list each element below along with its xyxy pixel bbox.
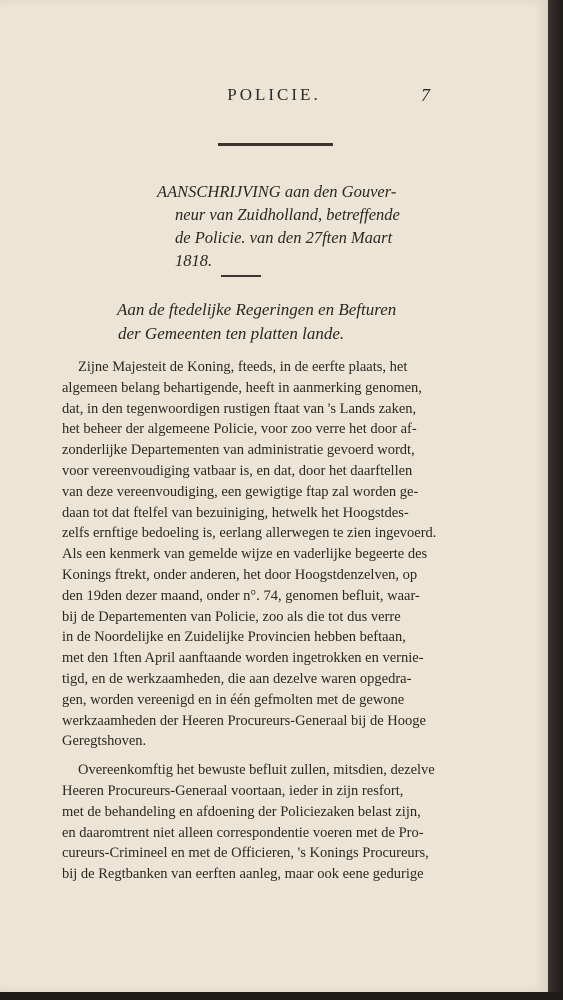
title-line: de Policie. van den 27ften Maart [175, 228, 393, 247]
text-line: zonderlijke Departementen van administratie gevoerd wordt, [62, 442, 415, 459]
text-line: en daaromtrent niet alleen correspondentie voeren met de Pro- [62, 824, 424, 841]
text-line: Heeren Procureurs-Generaal voortaan, ieder in zijn resfort, [62, 782, 404, 799]
text-line: tigd, en de werkzaamheden, die aan dezelve waren opgedra- [62, 670, 412, 687]
document-title [157, 180, 477, 272]
separator-rule [221, 275, 261, 277]
paragraph [62, 357, 442, 752]
addressee-line: Aan de ftedelijke Regeringen en Befturen [117, 300, 397, 319]
title-line: 1818. [175, 251, 213, 270]
text-line: in de Noordelijke en Zuidelijke Provincien hebben beftaan, [62, 629, 406, 646]
text-line: dat, in den tegenwoordigen rustigen ftaat van 's Lands zaken, [62, 400, 417, 417]
addressee-line: der Gemeenten ten platten lande. [118, 324, 345, 343]
text-line: met den 1ften April aanftaande worden ingetrokken en vernie- [62, 650, 424, 667]
text-line: van deze vereenvoudiging, een gewigtige ftap zal worden ge- [62, 483, 419, 500]
title-line: neur van Zuidholland, betreffende [175, 205, 400, 224]
ornamental-rule [218, 143, 333, 146]
text-line: met de behandeling en afdoening der Policiezaken belast zijn, [62, 803, 421, 820]
running-header: POLICIE. [227, 85, 321, 104]
text-line: Geregtshoven. [62, 733, 147, 750]
text-line: algemeen belang behartigende, heeft in aanmerking genomen, [62, 379, 422, 396]
text-line: bij de Departementen van Policie, zoo als die tot dus verre [62, 608, 401, 625]
text-line: den 19den dezer maand, onder n°. 74, genomen befluit, waar- [62, 587, 420, 604]
text-line: Konings ftrekt, onder anderen, het door Hoogstdenzelven, op [62, 566, 418, 583]
page-edge [548, 0, 563, 1000]
text-line: Overeenkomftig het bewuste befluit zullen, mitsdien, dezelve [78, 762, 435, 779]
paragraph [62, 760, 442, 885]
text-line: daan tot dat ftelfel van bezuiniging, hetwelk het Hoogstdes- [62, 504, 409, 521]
body-text [62, 357, 442, 885]
title-line: AANSCHRIJVING aan den Gouver- [157, 182, 397, 201]
text-line: het beheer der algemeene Policie, voor zoo verre het door af- [62, 421, 417, 438]
bottom-edge [0, 992, 563, 1000]
page-number: 7 [421, 85, 430, 105]
text-line: gen, worden vereenigd en in één gefmolten met de gewone [62, 691, 405, 708]
text-line: voor vereenvoudiging vatbaar is, en dat, door het daarftellen [62, 462, 413, 479]
addressee [117, 298, 447, 346]
text-line: bij de Regtbanken van eerften aanleg, maar ook eene gedurige [62, 866, 424, 883]
text-line: Als een kenmerk van gemelde wijze en vaderlijke begeerte des [62, 546, 428, 563]
text-line: zelfs ernftige bedoeling is, eerlang allerwegen te zien ingevoerd. [62, 525, 437, 542]
text-line: werkzaamheden der Heeren Procureurs-Generaal bij de Hooge [62, 712, 426, 729]
text-line: Zijne Majesteit de Koning, fteeds, in de eerfte plaats, het [78, 359, 408, 375]
text-line: cureurs-Crimineel en met de Officieren, 's Konings Procureurs, [62, 845, 429, 862]
